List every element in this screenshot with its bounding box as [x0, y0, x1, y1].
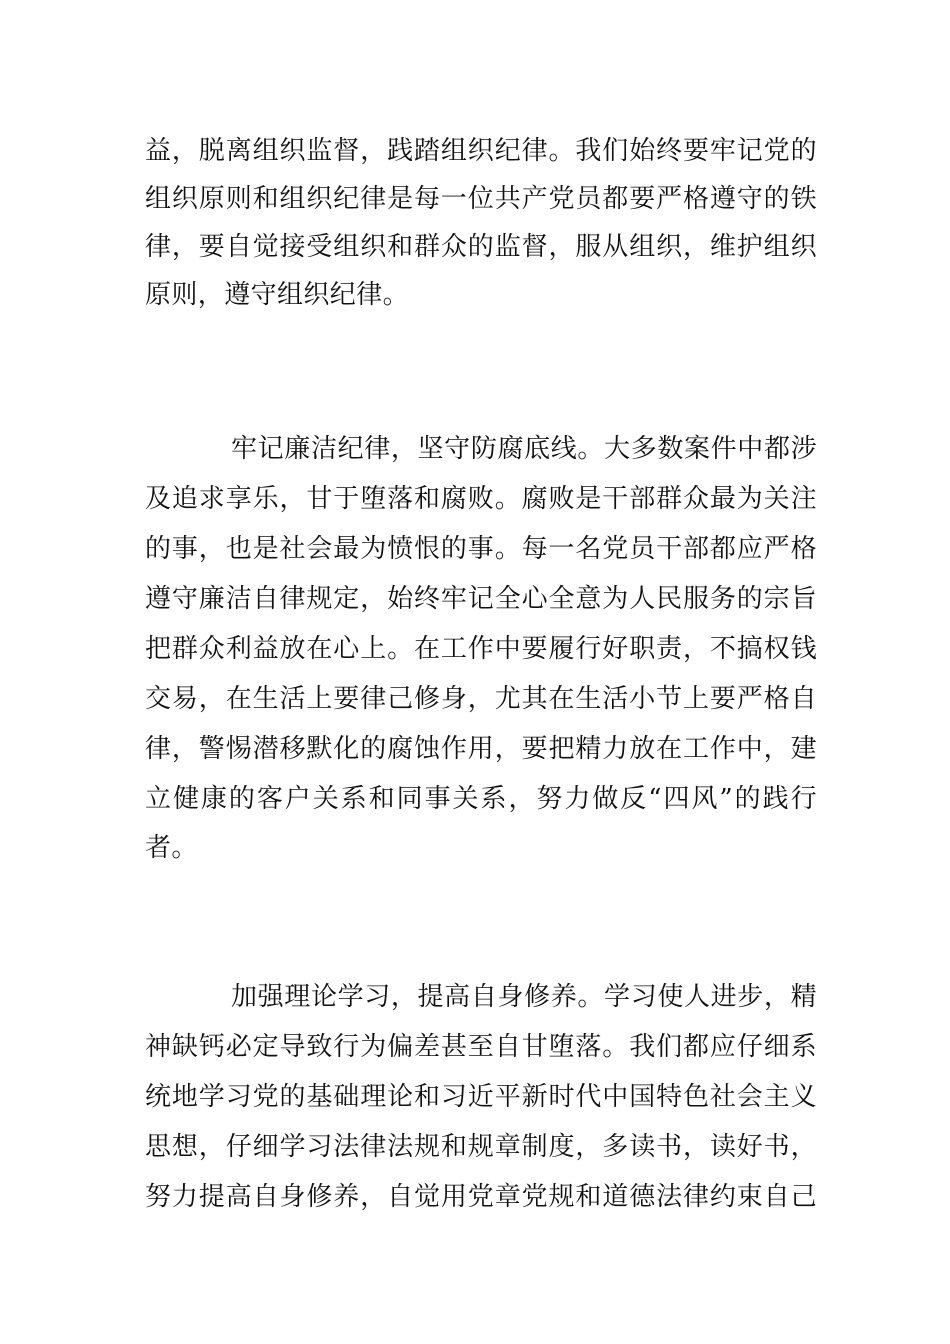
text-line: 交易，在生活上要律己修身，尤其在生活小节上要严格自 [145, 684, 817, 714]
text-line: 及追求享乐，甘于堕落和腐败。腐败是干部群众最为关注 [145, 484, 817, 514]
text-line: 努力提高自身修养，自觉用党章党规和道德法律约束自己 [145, 1182, 817, 1212]
text-line: 立健康的客户关系和同事关系，努力做反“四风”的践行 [145, 784, 817, 814]
text-line: 律，警惕潜移默化的腐蚀作用，要把精力放在工作中，建 [145, 734, 817, 764]
text-line: 益，脱离组织监督，践踏组织纪律。我们始终要牢记党的 [145, 136, 817, 166]
text-line: 组织原则和组织纪律是每一位共产党员都要严格遵守的铁 [145, 184, 817, 214]
text-line: 的事，也是社会最为愤恨的事。每一名党员干部都应严格 [145, 534, 817, 564]
text-line: 遵守廉洁自律规定，始终牢记全心全意为人民服务的宗旨 [145, 584, 817, 614]
text-line: 把群众利益放在心上。在工作中要履行好职责，不搞权钱 [145, 634, 817, 664]
text-line: 者。 [145, 833, 198, 863]
text-line: 思想，仔细学习法律法规和规章制度，多读书，读好书， [145, 1132, 817, 1162]
text-line: 加强理论学习，提高自身修养。学习使人进步，精 [231, 982, 817, 1012]
text-line: 律，要自觉接受组织和群众的监督，服从组织，维护组织 [145, 232, 817, 262]
text-line: 统地学习党的基础理论和习近平新时代中国特色社会主义 [145, 1082, 817, 1112]
text-line: 神缺钙必定导致行为偏差甚至自甘堕落。我们都应仔细系 [145, 1032, 817, 1062]
text-line: 原则，遵守组织纪律。 [145, 280, 410, 310]
text-line: 牢记廉洁纪律，坚守防腐底线。大多数案件中都涉 [231, 434, 817, 464]
